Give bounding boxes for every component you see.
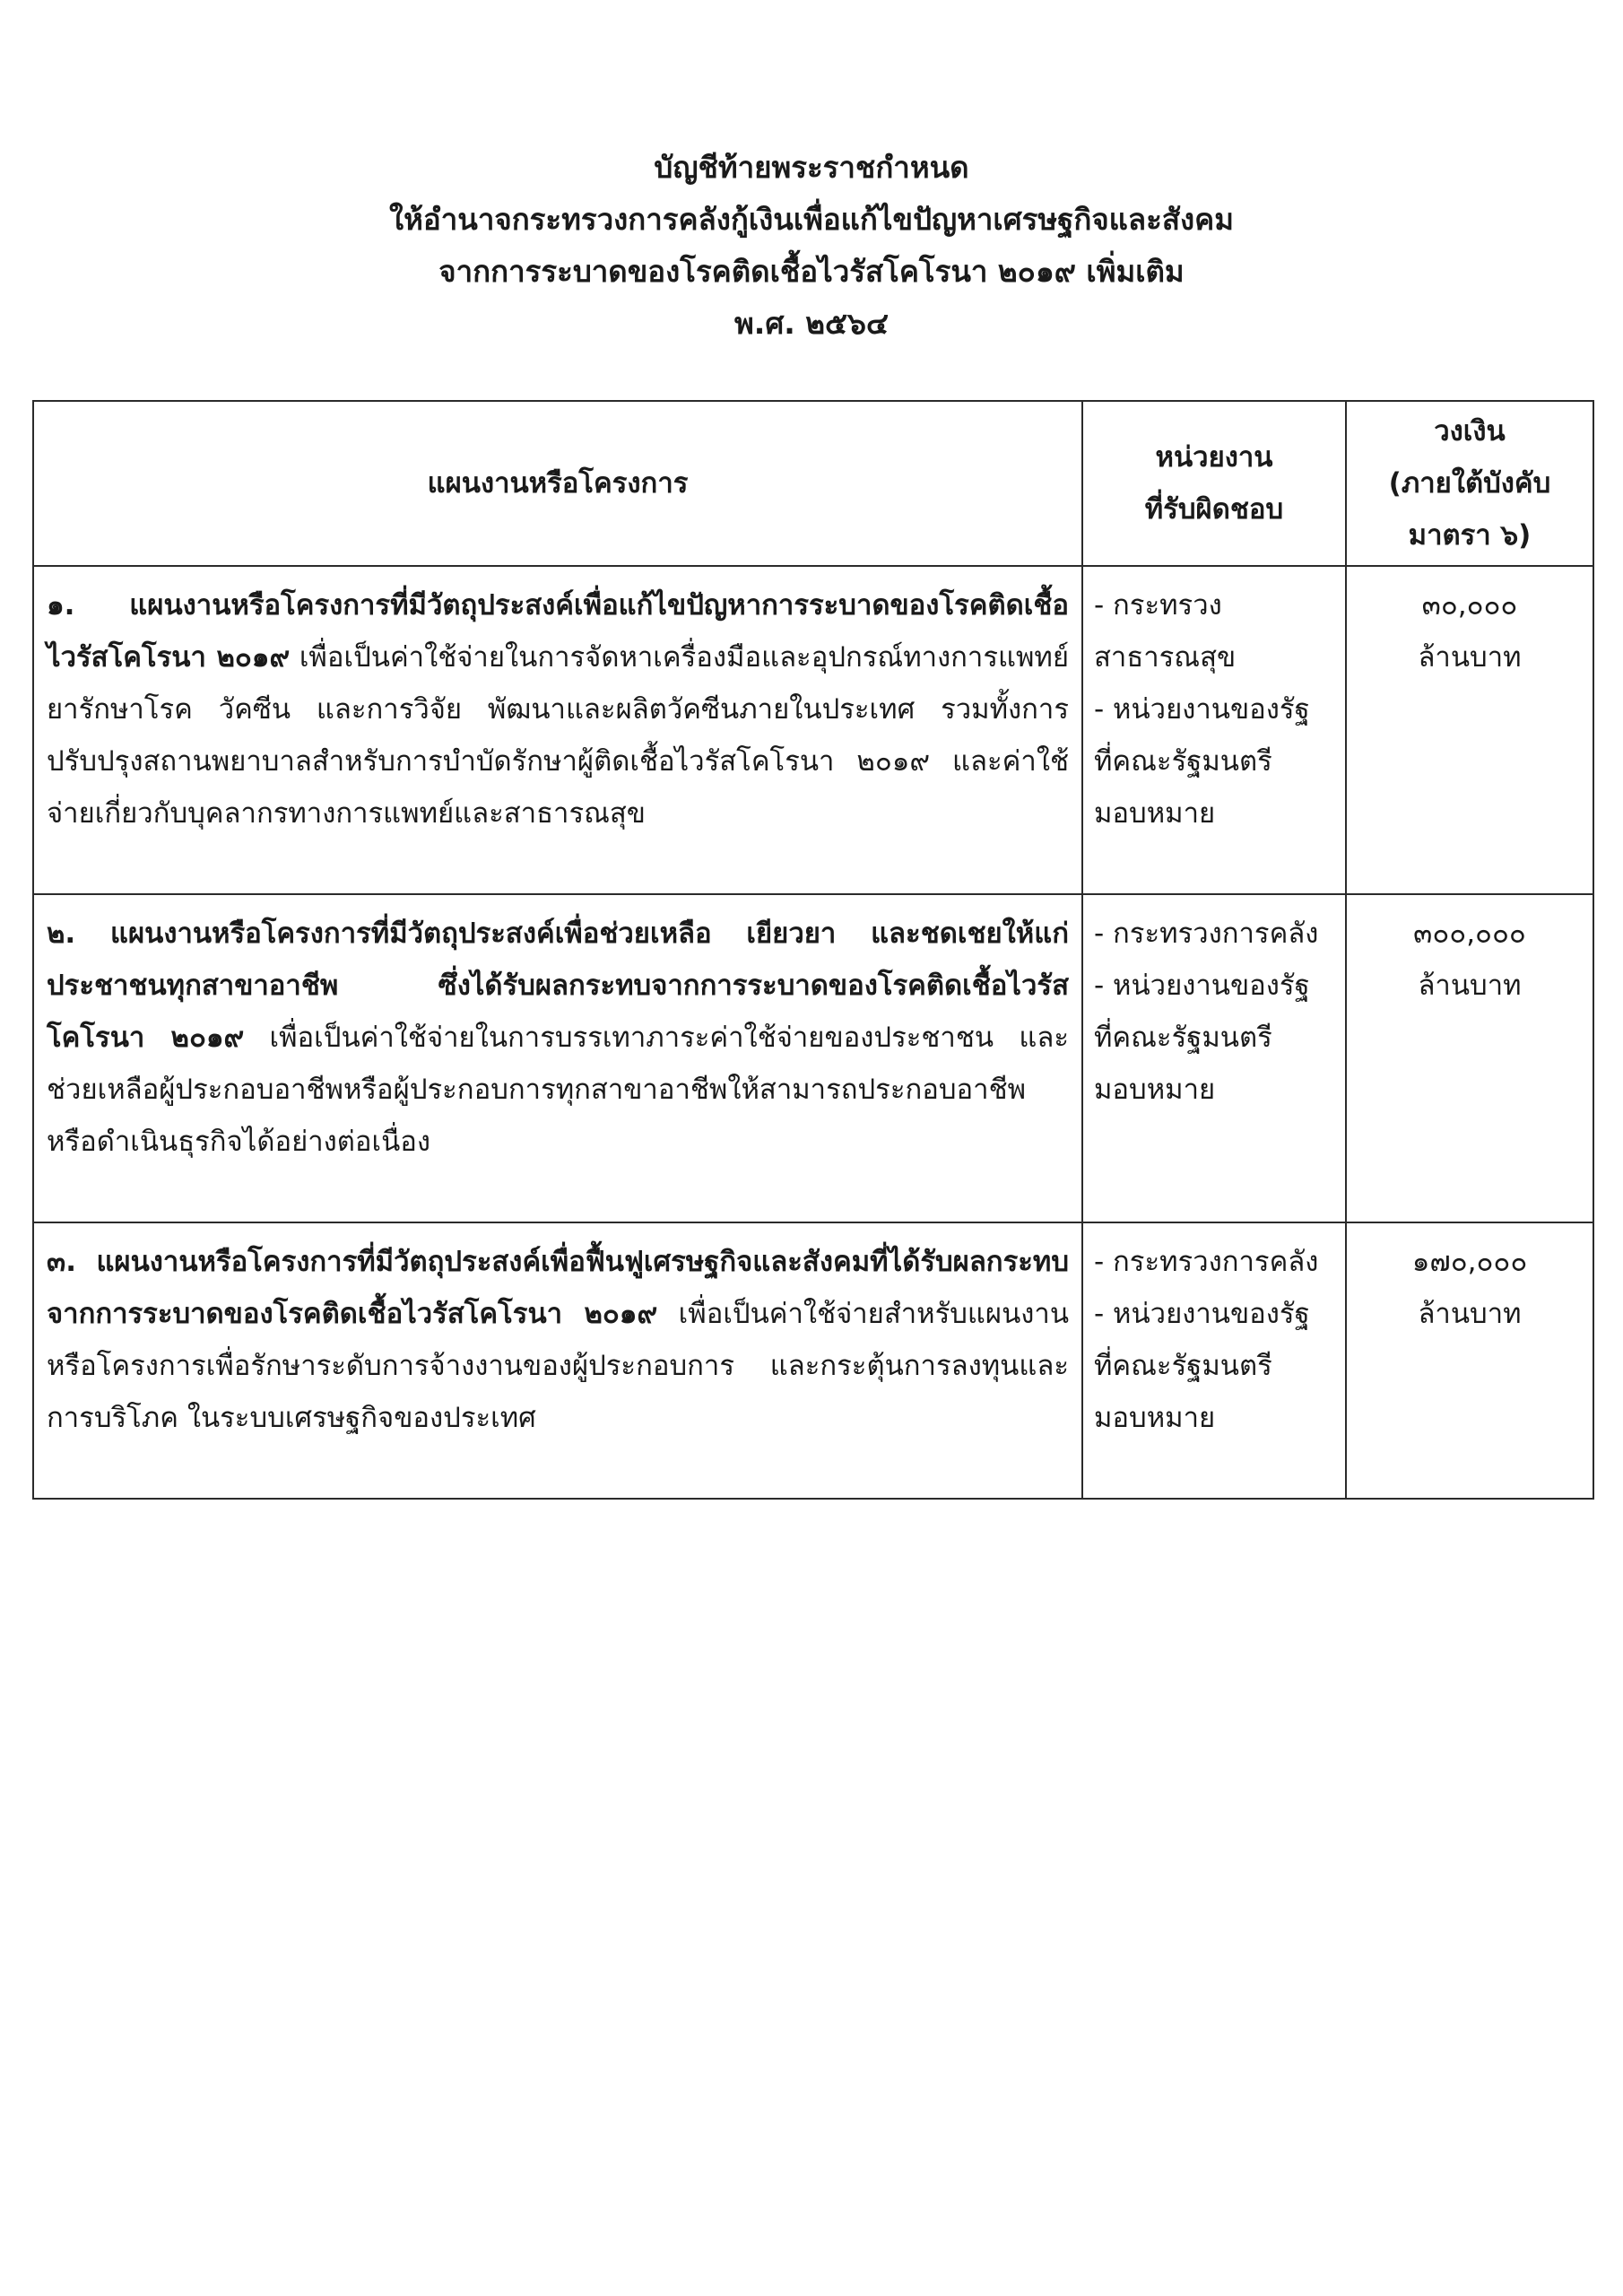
amount-unit: ล้านบาท xyxy=(1418,1298,1522,1330)
header-unit-line-2: ที่รับผิดชอบ xyxy=(1144,493,1284,526)
title-line-2: ให้อำนาจกระทรวงการคลังกู้เงินเพื่อแก้ไขปัญหาเศรษฐกิจและสังคม xyxy=(389,202,1234,237)
unit-line: ที่คณะรัฐมนตรี xyxy=(1094,1350,1272,1382)
plan-cell xyxy=(33,566,1082,894)
amount-cell xyxy=(1346,1222,1593,1499)
unit-cell xyxy=(1082,894,1346,1222)
header-amount-line-2: (ภายใต้บังคับ xyxy=(1388,467,1551,500)
unit-line: - หน่วยงานของรัฐ xyxy=(1094,693,1310,726)
amount-cell xyxy=(1346,566,1593,894)
header-amount-line-1: วงเงิน xyxy=(1434,415,1506,448)
plan-description: เพื่อเป็นค่าใช้จ่ายสำหรับแผนงานหรือโครงการเพื่อรักษาระดับการจ้างงานของผู้ประกอบการ และกระตุ้นการลงทุนและการบริโภค ในระบบเศรษฐกิจของประเทศ xyxy=(47,1298,1070,1434)
table-row xyxy=(33,1222,1593,1499)
amount-unit: ล้านบาท xyxy=(1418,641,1522,674)
title-line-1: บัญชีท้ายพระราชกำหนด xyxy=(654,150,969,185)
unit-line: สาธารณสุข xyxy=(1094,641,1237,674)
plan-cell xyxy=(33,1222,1082,1499)
unit-cell xyxy=(1082,566,1346,894)
unit-line: มอบหมาย xyxy=(1094,1402,1216,1434)
unit-line: มอบหมาย xyxy=(1094,1074,1216,1106)
table-header-row xyxy=(33,401,1593,566)
unit-line: ที่คณะรัฐมนตรี xyxy=(1094,1022,1272,1054)
unit-line: - หน่วยงานของรัฐ xyxy=(1094,970,1310,1002)
header-amount-line-3: มาตรา ๖) xyxy=(1408,519,1532,552)
title-line-3: จากการระบาดของโรคติดเชื้อไวรัสโคโรนา ๒๐๑๙ เพิ่มเติม xyxy=(438,254,1185,289)
table-row xyxy=(33,566,1593,894)
unit-cell xyxy=(1082,1222,1346,1499)
amount-value: ๓๐๐,๐๐๐ xyxy=(1413,918,1526,950)
plan-heading: ๑. แผนงานหรือโครงการที่มีวัตถุประสงค์เพื่อแก้ไขปัญหาการระบาดของโรคติดเชื้อไวรัสโคโรนา ๒๐๑๙ xyxy=(47,589,1069,674)
unit-line: - กระทรวงการคลัง xyxy=(1094,918,1319,950)
plan-description: เพื่อเป็นค่าใช้จ่ายในการบรรเทาภาระค่าใช้จ่ายของประชาชน และช่วยเหลือผู้ประกอบอาชีพหรือผู้ประกอบการทุกสาขาอาชีพให้สามารถประกอบอาชีพหรือดำเนินธุรกิจได้อย่างต่อเนื่อง xyxy=(47,1022,1069,1158)
amount-value: ๑๗๐,๐๐๐ xyxy=(1411,1246,1528,1278)
unit-line: ที่คณะรัฐมนตรี xyxy=(1094,745,1272,778)
amount-cell xyxy=(1346,894,1593,1222)
plan-cell xyxy=(33,894,1082,1222)
title-line-4: พ.ศ. ๒๕๖๔ xyxy=(734,306,889,341)
unit-line: - หน่วยงานของรัฐ xyxy=(1094,1298,1310,1330)
unit-line: - กระทรวง xyxy=(1094,589,1222,622)
header-unit-line-1: หน่วยงาน xyxy=(1155,441,1273,474)
table-row xyxy=(33,894,1593,1222)
unit-line: มอบหมาย xyxy=(1094,797,1216,830)
plan-heading: ๓. แผนงานหรือโครงการที่มีวัตถุประสงค์เพื่อฟื้นฟูเศรษฐกิจและสังคมที่ได้รับผลกระทบจากการระบาดของโรคติดเชื้อไวรัสโคโรนา ๒๐๑๙ xyxy=(47,1246,1069,1330)
header-amount xyxy=(1346,401,1593,566)
amount-value: ๓๐,๐๐๐ xyxy=(1421,589,1518,622)
plan-heading: ๒. แผนงานหรือโครงการที่มีวัตถุประสงค์เพื่อช่วยเหลือ เยียวยา และชดเชยให้แก่ประชาชนทุกสาขาอาชีพ ซึ่งได้รับผลกระทบจากการระบาดของโรคติดเชื้อไวรัสโคโรนา ๒๐๑๙ xyxy=(47,918,1069,1054)
plan-description: เพื่อเป็นค่าใช้จ่ายในการจัดหาเครื่องมือและอุปกรณ์ทางการแพทย์ ยารักษาโรค วัคซีน และการวิจัย พัฒนาและผลิตวัคซีนภายในประเทศ รวมทั้งการปรับปรุงสถานพยาบาลสำหรับการบำบัดรักษาผู้ติดเชื้อไวรัสโคโรนา ๒๐๑๙ และค่าใช้จ่ายเกี่ยวกับบุคลากรทางการแพทย์และสาธารณสุข xyxy=(47,641,1070,830)
amount-unit: ล้านบาท xyxy=(1418,970,1522,1002)
schedule-table xyxy=(32,400,1594,1500)
header-unit xyxy=(1082,401,1346,566)
unit-line: - กระทรวงการคลัง xyxy=(1094,1246,1319,1278)
document-title xyxy=(0,142,1623,350)
header-plan: แผนงานหรือโครงการ xyxy=(33,401,1082,566)
